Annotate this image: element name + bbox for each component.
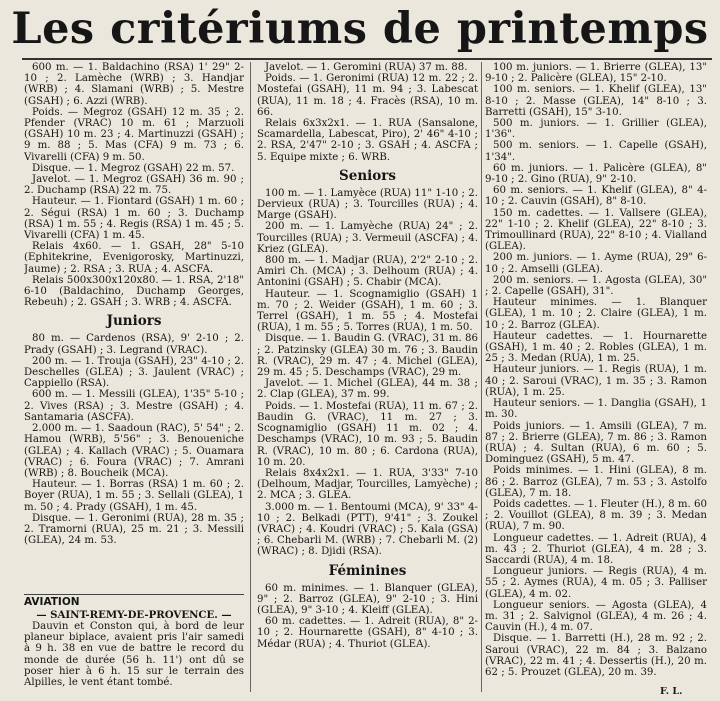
headline-rule (22, 58, 712, 60)
result-paragraph: Longueur juniors. — Regis (RUA), 4 m. 55 ; 2. Aymes (RUA), 4 m. 05 ; 3. Palliser (GLEA), 4 m. 02. (485, 566, 707, 600)
result-paragraph: 200 m. seniors. — 1. Agosta (GLEA), 30" ; 2. Capelle (GSAH), 31". (485, 274, 707, 298)
section-heading-feminines: Féminines (328, 562, 407, 579)
section-heading-juniors: Juniors (106, 313, 162, 330)
result-paragraph: Hauteur minimes. — 1. Blanquer (GLEA), 1 m. 10 ; 2. Claire (GLEA), 1 m. 10 ; 2. Barroz (GLEA). (485, 297, 707, 331)
aviation-section-title: AVIATION (24, 596, 80, 608)
result-paragraph: Poids. — 1. Mostefai (RUA), 11 m. 67 ; 2. Baudin G. (VRAC), 11 m. 27 ; 3. Scognamiglio (GSAH) 11 m. 02 ; 4. Deschamps (VRAC), 10 m. 93 ; 5. Baudin R. (VRAC), 10 m. 80 ; 6. Cardona (RUA), 10 m. 20. (257, 400, 478, 468)
result-paragraph: 200 m. — 1. Lamyèche (RUA) 24" ; 2. Tourcilles (RUA) ; 3. Vermeuil (ASCFA) ; 4. Kriez (GLEA). (257, 221, 478, 255)
result-paragraph: Hauteur. — 1. Borras (RSA) 1 m. 60 ; 2. Boyer (RUA), 1 m. 55 ; 3. Sellali (GLEA), 1 m. 50 ; 4. Prady (GSAH), 1 m. 45. (24, 479, 244, 513)
result-paragraph: Javelot. — 1. Megroz (GSAH) 36 m. 90 ; 2. Duchamp (RSA) 22 m. 75. (24, 174, 244, 197)
result-paragraph: Javelot. — 1. Michel (GLEA), 44 m. 38 ; 2. Clap (GLEA), 37 m. 99. (257, 378, 478, 401)
column-2 (257, 62, 478, 696)
result-paragraph: Relais 500x300x120x80. — 1. RSA, 2'18" 6-10 (Baldachino, Duchamp Georges, Rebeuh) ; 2. GSAH ; 3. WRB ; 4. ASCFA. (24, 274, 244, 309)
result-paragraph: Longueur cadettes. — 1. Adreit (RUA), 4 m. 43 ; 2. Thuriot (GLEA), 4 m. 28 ; 3. Saccardi (RUA), 4 m. 18. (485, 532, 707, 566)
result-paragraph: 500 m. juniors. — 1. Grillier (GLEA), 1'36". (485, 118, 707, 141)
result-paragraph: 500 m. seniors. — 1. Capelle (GSAH), 1'34". (485, 140, 707, 163)
column-1 (24, 62, 244, 632)
result-paragraph: 60 m. seniors. — 1. Khelif (GLEA), 8" 4-10 ; 2. Cauvin (GSAH), 8" 8-10. (485, 185, 707, 208)
result-paragraph: 100 m. seniors. — 1. Khelif (GLEA), 13" 8-10 ; 2. Masse (GLEA), 14" 8-10 ; 3. Barretti (GSAH), 15" 3-10. (485, 84, 707, 118)
result-paragraph: 150 m. cadettes. — 1. Vallsere (GLEA), 22" 1-10 ; 2. Khelif (GLEA), 22" 8-10 ; 3. Trimoullinard (RUA), 22" 8-10 ; 4. Vialland (GLEA). (485, 207, 707, 253)
result-paragraph: Hauteur seniors. — 1. Danglia (GSAH), 1 m. 30. (485, 398, 707, 421)
result-paragraph: 600 m. — 1. Messili (GLEA), 1'35" 5-10 ; 2. Vives (RSA) ; 3. Mestre (GSAH) ; 4. Santamaria (ASCFA). (24, 389, 244, 423)
result-paragraph: Poids. — 1. Geronimi (RUA) 12 m. 22 ; 2. Mostefai (GSAH), 11 m. 94 ; 3. Labescat (RUA), 11 m. 18 ; 4. Fracès (RSA), 10 m. 66. (257, 73, 478, 118)
result-paragraph: 60 m. juniors. — 1. Palicère (GLEA), 8" 9-10 ; 2. Gino (RUA), 9" 2-10. (485, 162, 707, 186)
result-paragraph: 80 m. — Cardenos (RSA), 9' 2-10 ; 2. Prady (GSAH) ; 3. Legrand (VRAC). (24, 333, 244, 356)
result-paragraph: 200 m. juniors. — 1. Ayme (RUA), 29" 6-10 ; 2. Amselli (GLEA). (485, 252, 707, 275)
result-paragraph: Poids cadettes. — 1. Fleuter (H.), 8 m. 60 ; 2. Vouillot (GLEA), 8 m. 39 ; 3. Medan (RUA), 7 m. 90. (485, 498, 707, 533)
result-paragraph: Hauteur cadettes. — 1. Hournarette (GSAH), 1 m. 40 ; 2. Robles (GLEA), 1 m. 25 ; 3. Medan (RUA), 1 m. 25. (485, 330, 707, 365)
result-paragraph: Longueur seniors. — Agosta (GLEA), 4 m. 31 ; 2. Salvignol (GLEA), 4 m. 26 ; 4. Cauvin (H.), 4 m. 07. (485, 599, 707, 634)
result-paragraph: Relais 8x4x2x1. — 1. RUA, 3'33" 7-10 (Delhoum, Madjar, Tourcilles, Lamyèche) ; 2. MCA ; 3. GLEA. (257, 467, 478, 502)
result-paragraph: 60 m. minimes. — 1. Blanquer (GLEA), 9" ; 2. Barroz (GLEA), 9" 2-10 ; 3. Hini (GLEA), 9" 3-10 ; 4. Kleiff (GLEA). (257, 582, 478, 616)
result-paragraph: Relais 6x3x2x1. — 1. RUA (Sansalone, Scamardella, Labescat, Piro), 2' 46" 4-10 ; 2. RSA, 2'47" 2-10 ; 3. GSAH ; 4. ASCFA ; 5. Equipe mixte ; 6. WRB. (257, 118, 478, 163)
result-paragraph: 800 m. — 1. Madjar (RUA), 2'2" 2-10 ; 2. Amiri Ch. (MCA) ; 3. Delhoum (RUA) ; 4. Antonini (GSAH) ; 5. Chabir (MCA). (257, 255, 478, 289)
result-paragraph: Disque. — 1. Megroz (GSAH) 22 m. 57. (32, 162, 235, 174)
column-divider (481, 62, 482, 692)
column-3 (485, 62, 707, 696)
column-divider (250, 62, 251, 692)
result-paragraph: Disque. — 1. Geronimi (RUA), 28 m. 35 ; 2. Tramorni (RUA), 25 m. 21 ; 3. Messili (GLEA), 24 m. 53. (24, 512, 244, 547)
result-paragraph: Disque. — 1. Barretti (H.), 28 m. 92 ; 2. Saroui (VRAC), 22 m. 84 ; 3. Balzano (VRAC), 22 m. 41 ; 4. Dessertis (H.), 20 m. 62 ; 5. Prouzet (GLEA), 20 m. 39. (485, 633, 707, 678)
result-paragraph: 100 m. — 1. Lamyèce (RUA) 11" 1-10 ; 2. Dervieux (RUA) ; 3. Tourcilles (RUA) ; 4. Marge (GSAH). (257, 187, 478, 222)
result-paragraph: 60 m. cadettes. — 1. Adreit (RUA), 8" 2-10 ; 2. Hournarette (GSAH), 8" 4-10 ; 3. Médar (RUA) ; 4. Thuriot (GLEA). (257, 616, 478, 650)
aviation-body: Dauvin et Conston qui, à bord de leur planeur biplace, avaient pris l'air samedi à 9 h. 38 en vue de battre le record du monde de durée (56 h. 11') ont dû se poser hier à 6 h. 15 sur le terrain des Alpilles, le vent étant tombé. (24, 621, 244, 689)
result-paragraph: 200 m. — 1. Trouja (GSAH), 23" 4-10 ; 2. Deschelles (GLEA) ; 3. Jaulent (VRAC) ; Cappiello (RSA). (24, 355, 244, 390)
result-paragraph: 100 m. juniors. — 1. Brierre (GLEA), 13" 9-10 ; 2. Palicère (GLEA), 15" 2-10. (485, 62, 707, 85)
aviation-dateline: — SAINT-REMY-DE-PROVENCE. — (36, 609, 232, 621)
headline: Les critériums de printemps (11, 4, 709, 54)
result-paragraph: Poids. — Megroz (GSAH) 12 m. 35 ; 2. Pfender (VRAC) 10 m. 61 ; Marzuoli (GSAH) 10 m. 23 ; 4. Martinuzzi (GSAH) ; 9 m. 88 ; 5. Mas (CFA) 9 m. 73 ; 6. Vivarelli (CFA) 9 m. 50. (24, 106, 244, 163)
result-paragraph: Poids minimes. — 1. Hini (GLEA), 8 m. 86 ; 2. Barroz (GLEA), 7 m. 53 ; 3. Astolfo (GLEA), 7 m. 18. (485, 465, 707, 499)
result-paragraph: Javelot. — 1. Geromini (RUA) 37 m. 88. (265, 62, 468, 73)
section-heading-seniors: Seniors (339, 167, 396, 184)
result-paragraph: 2.000 m. — 1. Saadoun (RAC), 5' 54" ; 2. Hamou (WRB), 5'56" ; 3. Benoueniche (GLEA) ; 4. Kallach (VRAC) ; 5. Ouamara (VRAC) ; 6. Foura (VRAC) ; 7. Amrani (WRB) ; 8. Boucheik (MCA). (24, 423, 244, 479)
result-paragraph: Hauteur juniors. — 1. Regis (RUA), 1 m. 40 ; 2. Saroui (VRAC), 1 m. 35 ; 3. Ramon (RUA), 1 m. 25. (485, 364, 707, 398)
result-paragraph: 600 m. — 1. Baldachino (RSA) 1' 29" 2-10 ; 2. Lamèche (WRB) ; 3. Handjar (WRB) ; 4. Slamani (WRB) ; 5. Mestre (GSAH) ; 6. Azzi (WRB). (24, 62, 244, 107)
aviation-divider (24, 594, 244, 595)
result-paragraph: Disque. — 1. Baudin G. (VRAC), 31 m. 86 ; 2. Patzinsky (GLEA) 30 m. 76 ; 3. Baudin R. (VRAC), 29 m. 47 ; 4. Michel (GLEA), 29 m. 45 ; 5. Deschamps (VRAC), 29 m. (257, 333, 478, 379)
author-signature: F. L. (660, 686, 683, 697)
result-paragraph: Hauteur. — 1. Scognamiglio (GSAH) 1 m. 70 ; 2. Weider (GSAH), 1 m. 60 ; 3. Terrel (GSAH), 1 m. 55 ; 4. Mostefai (RUA), 1 m. 55 ; 5. Torres (RUA), 1 m. 50. (257, 288, 478, 334)
result-paragraph: Hauteur. — 1. Fiontard (GSAH) 1 m. 60 ; 2. Ségui (RSA) 1 m. 60 ; 3. Duchamp (RSA) 1 m. 55 ; 4. Regis (RSA) 1 m. 45 ; 5. Vivarelli (CFA) 1 m. 45. (24, 196, 244, 242)
aviation-box (24, 596, 244, 698)
result-paragraph: Relais 4x60. — 1. GSAH, 28" 5-10 (Ephitekrine, Evenigorosky, Martinuzzi, Jaume) ; 2. RSA ; 3. RUA ; 4. ASCFA. (24, 241, 244, 275)
result-paragraph: 3.000 m. — 1. Bentoumi (MCA), 9' 33" 4-10 ; 2. Belkadi (PTT), 9'41" ; 3. Zoukel (VRAC) ; 4. Koudri (VRAC) ; 5. Kala (GSA) ; 6. Chebarli M. (WRB) ; 7. Chebarli M. (2) (WRAC) ; 8. Djidi (RSA). (257, 501, 478, 558)
result-paragraph: Poids juniors. — 1. Amsili (GLEA), 7 m. 87 ; 2. Brierre (GLEA), 7 m. 86 ; 3. Ramon (RUA) ; 4. Sultan (RUA), 6 m. 60 ; 5. Dominguez (GSAH), 5 m. 47. (485, 420, 707, 466)
